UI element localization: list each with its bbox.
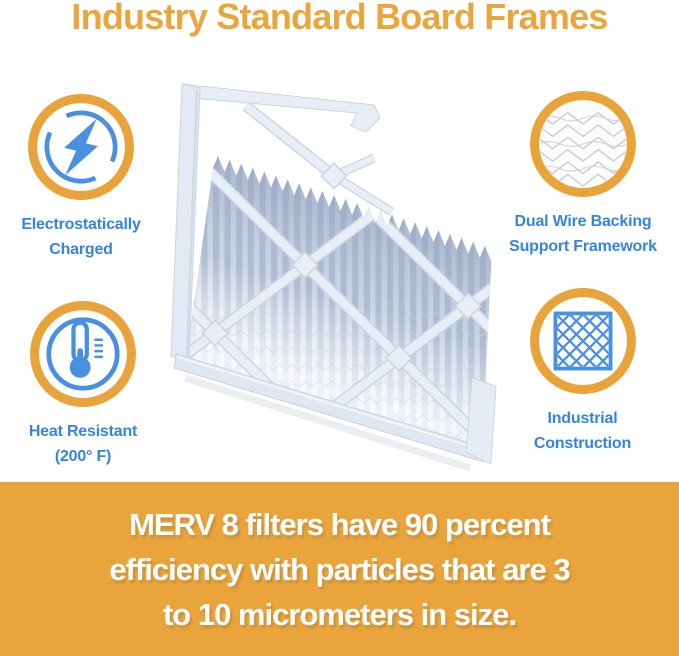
- feature-industrial: [507, 284, 658, 456]
- feature-label: Dual Wire Backing: [514, 213, 652, 230]
- lattice-grid-icon: [526, 284, 640, 398]
- banner-line: MERV 8 filters have 90 percent: [129, 506, 550, 542]
- feature-label: Construction: [533, 435, 632, 452]
- feature-label: Support Framework: [509, 238, 657, 255]
- banner-line: efficiency with particles that are 3: [109, 551, 570, 587]
- filter-corner-brace: [246, 106, 392, 212]
- thermometer-icon: [26, 297, 140, 411]
- feature-label: Electrostatically: [21, 216, 141, 233]
- banner-line: to 10 micrometers in size.: [162, 596, 517, 632]
- feature-label: Charged: [49, 241, 113, 258]
- filter-frame: [171, 84, 496, 468]
- feature-heat-resistant: [8, 297, 158, 469]
- page-title: Industry Standard Board Frames: [71, 0, 608, 37]
- filter-lattice: [178, 170, 492, 470]
- wire-mesh-icon: [526, 87, 640, 201]
- feature-label: (200° F): [54, 448, 112, 465]
- feature-label: Heat Resistant: [28, 423, 138, 440]
- feature-label: Industrial: [547, 410, 618, 427]
- feature-wire-backing: [505, 87, 661, 259]
- lightning-icon: [24, 90, 138, 204]
- filter-pleats: [178, 140, 500, 470]
- info-banner: [0, 482, 679, 656]
- feature-electrostatic: [6, 90, 156, 262]
